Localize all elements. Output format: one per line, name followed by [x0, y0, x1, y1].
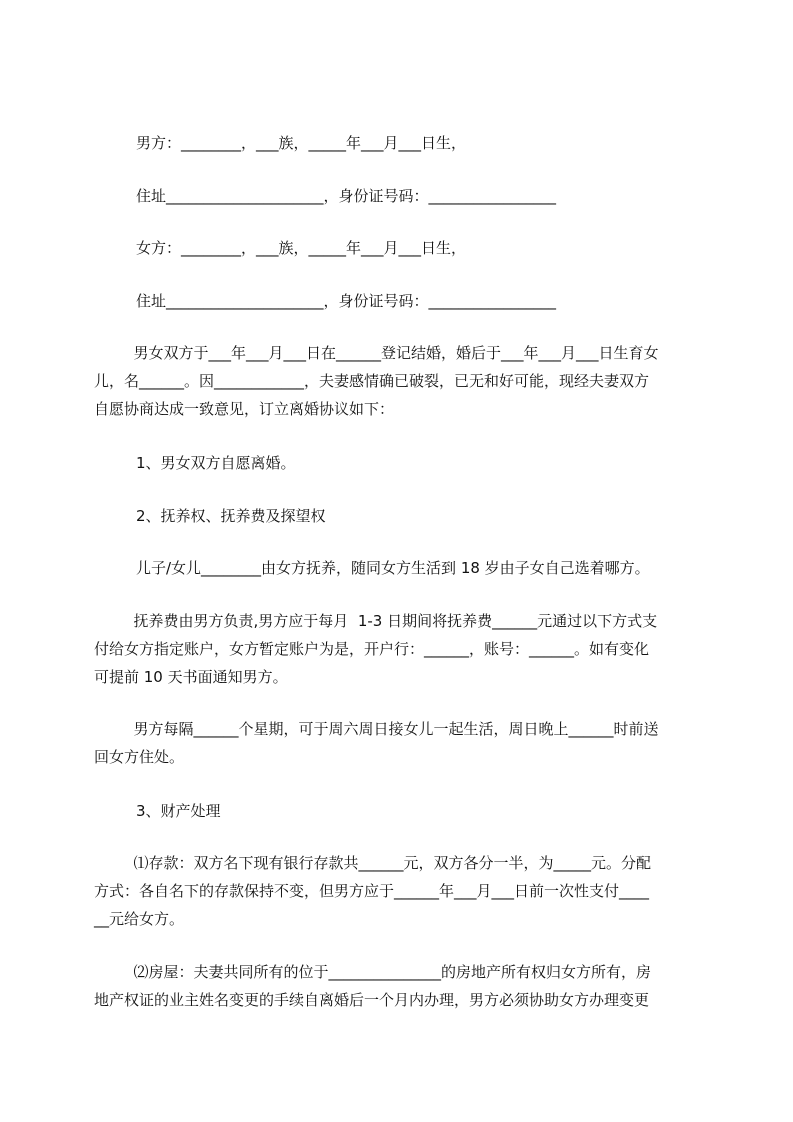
deposit-paragraph-line-1: ⑴存款：双方名下现有银行存款共______元，双方各分一半，为_____元。分配 — [124, 854, 652, 872]
house-paragraph-line-2: 地产权证的业主姓名变更的手续自离婚后一个月内办理，男方必须协助女方办理变更 — [94, 991, 650, 1009]
male-address-line: 住址_____________________，身份证号码：_________________ — [136, 187, 557, 205]
female-info-line: 女方：________，___族，_____年___月___日生， — [136, 239, 467, 257]
item-2-heading: 2、抚养权、抚养费及探望权 — [136, 507, 326, 525]
visitation-paragraph-line-2: 回女方住处。 — [94, 748, 185, 766]
male-info-line: 男方：________，___族，_____年___月___日生， — [136, 134, 467, 152]
visitation-paragraph-line-1: 男方每隔______个星期，可于周六周日接女儿一起生活，周日晚上______时前送 — [124, 720, 659, 738]
intro-paragraph-line-1: 男女双方于___年___月___日在______登记结婚，婚后于___年___月___日生育女 — [124, 344, 659, 362]
support-paragraph-line-2: 付给女方指定账户，女方暂定账户为是，开户行：______，账号：______。如有变化 — [94, 640, 650, 658]
item-1-heading: 1、男女双方自愿离婚。 — [136, 454, 296, 472]
intro-paragraph-line-2: 儿，名______。因____________，夫妻感情确已破裂，已无和好可能，现经夫妻双方 — [94, 372, 650, 390]
item-3-heading: 3、财产处理 — [136, 802, 221, 820]
female-address-line: 住址_____________________，身份证号码：_________________ — [136, 292, 557, 310]
deposit-paragraph-line-2: 方式：各自名下的存款保持不变，但男方应于______年___月___日前一次性支付____ — [94, 882, 650, 900]
intro-paragraph-line-3: 自愿协商达成一致意见，订立离婚协议如下： — [94, 400, 395, 418]
support-paragraph-line-3: 可提前 10 天书面通知男方。 — [94, 668, 288, 686]
deposit-paragraph-line-3: __元给女方。 — [94, 910, 185, 928]
house-paragraph-line-1: ⑵房屋：夫妻共同所有的位于_______________的房地产所有权归女方所有，房 — [124, 963, 652, 981]
support-paragraph-line-1: 抚养费由男方负责,男方应于每月 1-3 日期间将抚养费______元通过以下方式支 — [124, 612, 658, 630]
custody-line: 儿子/女儿________由女方抚养，随同女方生活到 18 岁由子女自己选着哪方。 — [136, 559, 650, 577]
